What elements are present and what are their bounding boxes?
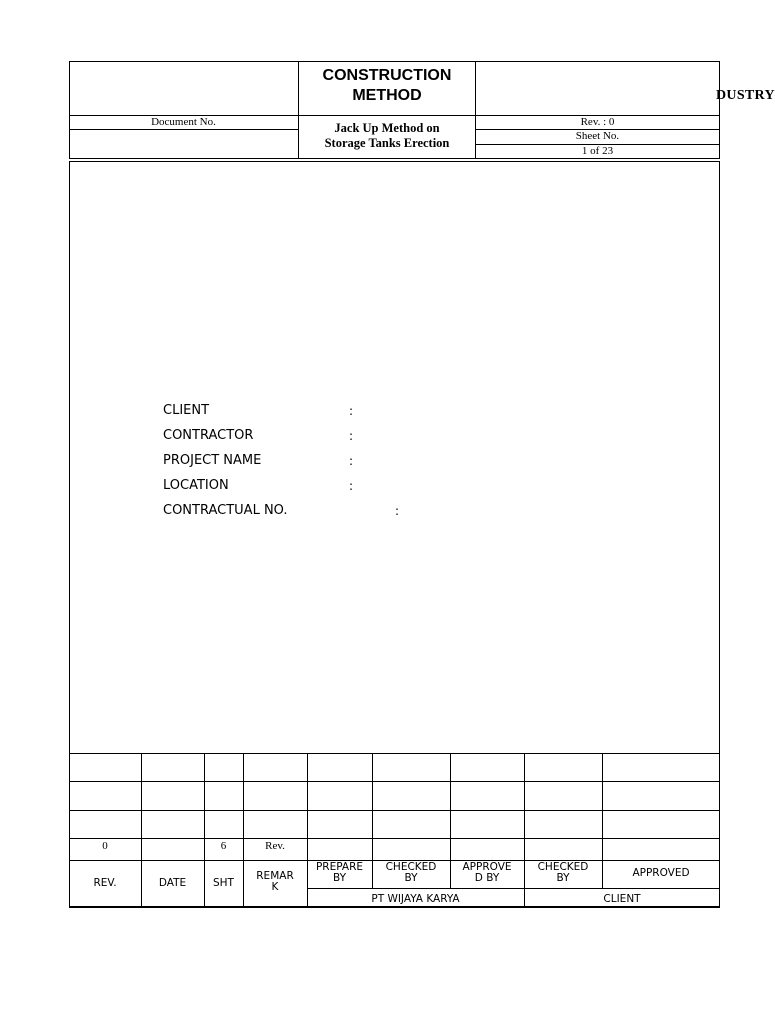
document-title <box>299 66 475 106</box>
revtable-cell-sht: 6 <box>220 840 227 852</box>
revtable-cell-remark: Rev. <box>265 840 285 852</box>
approved1-line-1: APPROVE <box>462 861 512 873</box>
company-name-fragment: DUSTRY <box>716 88 775 103</box>
approved1-line-2: D BY <box>474 872 500 884</box>
revtable-header-approved-2: APPROVED <box>632 867 690 879</box>
title-line-1: CONSTRUCTION <box>322 67 452 84</box>
revtable-top-line <box>69 753 720 754</box>
revtable-header-checked-2 <box>524 862 602 884</box>
revtable-row-line-2 <box>69 810 720 811</box>
remark-line-1: REMAR <box>256 870 294 882</box>
title-line-2: METHOD <box>352 87 422 104</box>
checked2-line-2: BY <box>556 872 570 884</box>
remark-line-2: K <box>271 881 279 893</box>
revtable-bottom-line <box>69 906 720 907</box>
sheet-no-label: Sheet No. <box>575 130 620 142</box>
revtable-group-line <box>307 888 720 889</box>
revtable-header-approved-1 <box>450 862 524 884</box>
field-location-label: LOCATION <box>163 478 229 493</box>
field-contractual-no-label: CONTRACTUAL NO. <box>163 503 288 518</box>
revtable-row-line-1 <box>69 781 720 782</box>
checked2-line-1: CHECKED <box>537 861 589 873</box>
subject-line-1: Jack Up Method on <box>334 121 440 135</box>
document-subject <box>299 121 475 151</box>
revtable-header-date: DATE <box>158 877 187 889</box>
field-client-label: CLIENT <box>163 403 210 418</box>
revtable-cell-rev: 0 <box>102 840 108 852</box>
rev-label: Rev. : 0 <box>580 116 615 128</box>
revtable-header-prepare <box>307 862 372 884</box>
revtable-header-checked-1 <box>372 862 450 884</box>
prepare-line-1: PREPARE <box>315 861 364 873</box>
revtable-header-sht: SHT <box>213 877 234 889</box>
checked1-line-1: CHECKED <box>385 861 437 873</box>
revtable-group-contractor: PT WIJAYA KARYA <box>371 893 460 905</box>
prepare-line-2: BY <box>332 872 347 884</box>
field-project-name-colon: : <box>349 454 354 468</box>
field-location-colon: : <box>349 479 354 493</box>
field-project-name-label: PROJECT NAME <box>163 453 262 468</box>
field-client-colon: : <box>349 404 354 418</box>
revtable-header-rev: REV. <box>93 877 117 889</box>
sheet-value: 1 of 23 <box>581 145 614 157</box>
revtable-header-remark <box>243 871 307 893</box>
field-contractor-colon: : <box>349 429 354 443</box>
document-no-label: Document No. <box>151 116 216 128</box>
field-contractor-label: CONTRACTOR <box>163 428 254 443</box>
field-contractual-no-colon: : <box>395 504 400 518</box>
revtable-group-client: CLIENT <box>603 893 641 905</box>
body-frame <box>69 161 720 908</box>
checked1-line-2: BY <box>404 872 418 884</box>
revtable-row-line-3 <box>69 838 720 839</box>
subject-line-2: Storage Tanks Erection <box>324 136 450 150</box>
header-doc-line <box>69 129 298 130</box>
